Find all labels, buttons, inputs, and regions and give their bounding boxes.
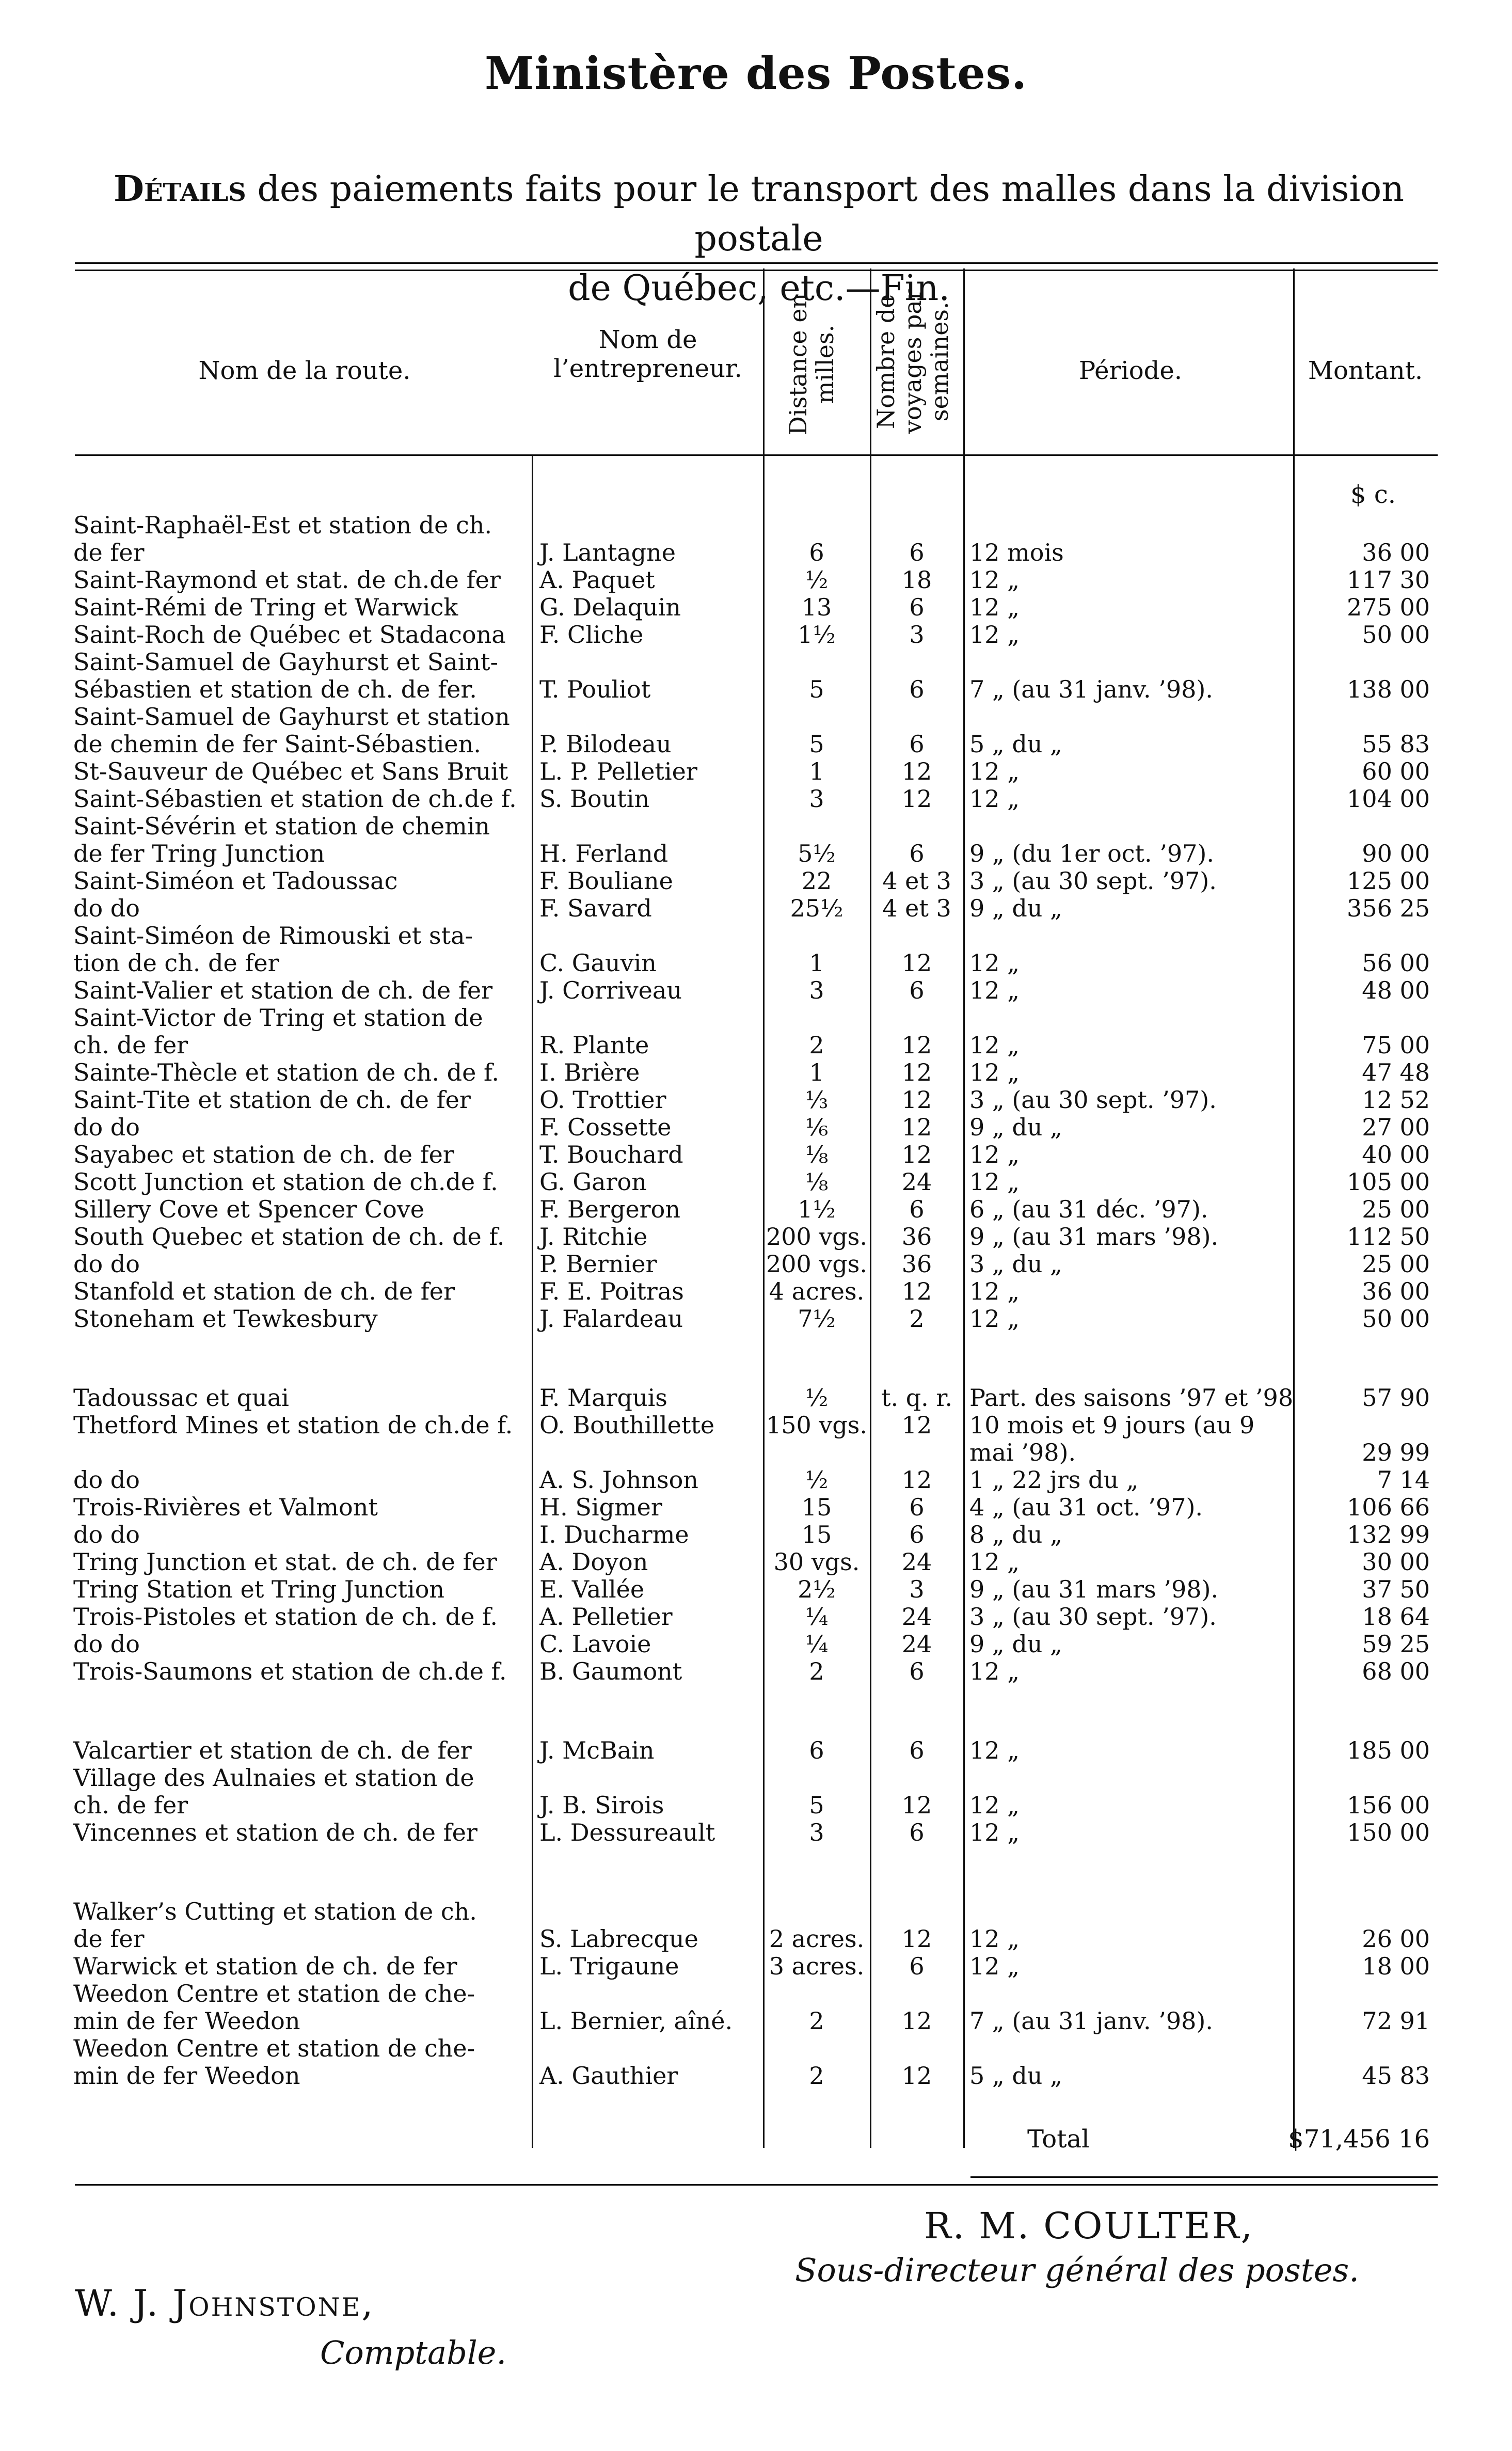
route-name: Saint-Siméon de Rimouski et sta- [73, 922, 473, 950]
amount-cell: 26 00 [1362, 1925, 1430, 1953]
amount-cell: 30 00 [1362, 1548, 1430, 1576]
period-cell: 12 „ [969, 1031, 1020, 1059]
period-cell: 10 mois et 9 jours (au 9 [969, 1411, 1255, 1439]
total-value: $71,456 16 [1288, 2125, 1430, 2154]
distance-cell: 6 [809, 539, 824, 566]
voyages-cell: 12 [901, 1141, 932, 1168]
voyages-cell: 12 [901, 1113, 932, 1141]
route-name: do do [73, 1630, 140, 1658]
subtitle-lead: Détails [113, 168, 246, 210]
distance-cell: 150 vgs. [766, 1411, 868, 1439]
contractor-name: F. Bouliane [539, 867, 673, 895]
col-header-amount: Montant. [1308, 356, 1423, 385]
voyages-cell: 12 [901, 2062, 932, 2090]
col-header-distance: Distance en milles. [784, 293, 839, 435]
route-name: Weedon Centre et station de che- [73, 1980, 475, 2007]
voyages-cell: 6 [909, 675, 925, 703]
amount-cell: 56 00 [1362, 949, 1430, 977]
period-cell: 3 „ (au 30 sept. ’97). [969, 1086, 1217, 1114]
distance-cell: 2 acres. [769, 1925, 865, 1953]
accountant-name [75, 2282, 375, 2325]
period-cell: 12 „ [969, 1736, 1020, 1764]
contractor-name: H. Ferland [539, 840, 669, 867]
voyages-cell: 12 [901, 785, 932, 813]
voyages-cell: 6 [909, 1657, 925, 1685]
contractor-name: L. Trigaune [539, 1952, 679, 1980]
contractor-name: H. Sigmer [539, 1493, 662, 1521]
amount-cell: 18 00 [1362, 1952, 1430, 1980]
contractor-name: C. Lavoie [539, 1630, 651, 1658]
period-cell: 12 „ [969, 1141, 1020, 1168]
amount-cell: 132 99 [1347, 1521, 1430, 1548]
amount-cell: 150 00 [1347, 1819, 1430, 1846]
route-name: Tring Station et Tring Junction [73, 1575, 445, 1603]
period-cell: 7 „ (au 31 janv. ’98). [969, 675, 1213, 703]
route-name: Saint-Samuel de Gayhurst et station [73, 703, 510, 731]
header-rule-top [75, 262, 1438, 264]
route-name: Warwick et station de ch. de fer [73, 1952, 457, 1980]
period-cell: 4 „ (au 31 oct. ’97). [969, 1493, 1203, 1521]
contractor-name: F. Cossette [539, 1113, 672, 1141]
route-name: Saint-Samuel de Gayhurst et Saint- [73, 648, 499, 676]
period-cell: 3 „ (au 30 sept. ’97). [969, 867, 1217, 895]
contractor-name: P. Bernier [539, 1250, 657, 1278]
amount-cell: 29 99 [1362, 1438, 1430, 1466]
period-cell: 12 „ [969, 1925, 1020, 1953]
voyages-cell: 4 et 3 [882, 867, 951, 895]
amount-cell: 68 00 [1362, 1657, 1430, 1685]
col-header-route: Nom de la route. [198, 356, 411, 385]
col-divider-2 [763, 268, 765, 2148]
period-cell: 12 „ [969, 785, 1020, 813]
distance-cell: 22 [801, 867, 832, 895]
voyages-cell: 6 [909, 1736, 925, 1764]
distance-cell: 3 [809, 976, 824, 1004]
contractor-name: A. S. Johnson [539, 1466, 698, 1494]
amount-cell: 47 48 [1362, 1058, 1430, 1086]
voyages-cell: 24 [901, 1603, 932, 1631]
contractor-name: A. Paquet [539, 566, 655, 594]
voyages-cell: 6 [909, 1521, 925, 1548]
route-name: Saint-Siméon et Tadoussac [73, 867, 398, 895]
route-name: Stoneham et Tewkesbury [73, 1305, 378, 1333]
route-name: Trois-Saumons et station de ch.de f. [73, 1657, 507, 1685]
total-label: Total [1027, 2125, 1090, 2154]
route-name: do do [73, 894, 140, 922]
route-name-cont: de fer [73, 1925, 145, 1953]
subtitle-rest: des paiements faits pour le transport des malles dans la division postale [257, 169, 1404, 259]
contractor-name: G. Delaquin [539, 593, 681, 621]
distance-cell: ½ [805, 1384, 829, 1412]
route-name: Saint-Raymond et stat. de ch.de fer [73, 566, 501, 594]
amount-cell: 275 00 [1347, 593, 1430, 621]
voyages-cell: 6 [909, 840, 925, 867]
contractor-name: O. Bouthillette [539, 1411, 715, 1439]
accountant-initials: W. J. [75, 2282, 160, 2325]
route-name: Saint-Raphaël-Est et station de ch. [73, 511, 492, 539]
voyages-cell: 6 [909, 1195, 925, 1223]
amount-cell: 156 00 [1347, 1791, 1430, 1819]
col-divider-5 [1293, 268, 1295, 2148]
contractor-name: F. Cliche [539, 621, 644, 649]
col-divider-4 [963, 268, 965, 2148]
contractor-name: F. Marquis [539, 1384, 667, 1412]
distance-cell: 5 [809, 1791, 824, 1819]
voyages-cell: 12 [901, 1031, 932, 1059]
voyages-cell: 6 [909, 1819, 925, 1846]
amount-cell: 36 00 [1362, 1277, 1430, 1305]
contractor-name: J. Lantagne [539, 539, 676, 566]
contractor-name: A. Gauthier [539, 2062, 678, 2090]
contractor-name: I. Brière [539, 1058, 640, 1086]
period-cell: 12 mois [969, 539, 1064, 566]
amount-cell: 185 00 [1347, 1736, 1430, 1764]
route-name: Scott Junction et station de ch.de f. [73, 1168, 498, 1196]
amount-cell: 7 14 [1377, 1466, 1430, 1494]
contractor-name: B. Gaumont [539, 1657, 682, 1685]
contractor-name: J. Ritchie [539, 1223, 648, 1251]
amount-cell: 45 83 [1362, 2062, 1430, 2090]
distance-cell: 4 acres. [769, 1277, 865, 1305]
amount-cell: 356 25 [1347, 894, 1430, 922]
period-cell: 12 „ [969, 1305, 1020, 1333]
route-name: South Quebec et station de ch. de f. [73, 1223, 505, 1251]
route-name: Saint-Sébastien et station de ch.de f. [73, 785, 517, 813]
distance-cell: 2 [809, 1657, 824, 1685]
route-name-cont: min de fer Weedon [73, 2062, 300, 2090]
voyages-cell: 24 [901, 1630, 932, 1658]
voyages-cell: 12 [901, 949, 932, 977]
route-name: Tadoussac et quai [73, 1384, 289, 1412]
period-cell: 9 „ du „ [969, 1630, 1062, 1658]
distance-cell: 1½ [798, 1195, 836, 1223]
contractor-name: E. Vallée [539, 1575, 645, 1603]
contractor-name: I. Ducharme [539, 1521, 689, 1548]
distance-cell: ¼ [805, 1630, 829, 1658]
distance-cell: 1 [809, 1058, 824, 1086]
route-name: Stanfold et station de ch. de fer [73, 1277, 455, 1305]
contractor-name: S. Boutin [539, 785, 650, 813]
amount-cell: 106 66 [1347, 1493, 1430, 1521]
voyages-cell: 2 [909, 1305, 925, 1333]
period-cell: 3 „ du „ [969, 1250, 1062, 1278]
distance-cell: 200 vgs. [766, 1250, 868, 1278]
route-name: Vincennes et station de ch. de fer [73, 1819, 478, 1846]
period-cell: 3 „ (au 30 sept. ’97). [969, 1603, 1217, 1631]
period-cell: mai ’98). [969, 1438, 1076, 1466]
route-name: Sayabec et station de ch. de fer [73, 1141, 454, 1168]
distance-cell: 25½ [790, 894, 843, 922]
amount-cell: 50 00 [1362, 1305, 1430, 1333]
amount-cell: 50 00 [1362, 621, 1430, 649]
period-cell: 5 „ du „ [969, 2062, 1062, 2090]
contractor-name: A. Doyon [539, 1548, 648, 1576]
route-name: do do [73, 1113, 140, 1141]
distance-cell: ⅛ [805, 1168, 829, 1196]
period-cell: 12 „ [969, 1952, 1020, 1980]
period-cell: 5 „ du „ [969, 730, 1062, 758]
voyages-cell: 3 [909, 621, 925, 649]
voyages-cell: 3 [909, 1575, 925, 1603]
col-header-voyages: Nombre de voyages par semaines. [872, 289, 953, 434]
amount-cell: 48 00 [1362, 976, 1430, 1004]
distance-cell: 15 [801, 1521, 832, 1548]
distance-cell: 3 [809, 1819, 824, 1846]
distance-cell: 30 vgs. [773, 1548, 860, 1576]
distance-cell: ½ [805, 1466, 829, 1494]
voyages-cell: 12 [901, 1925, 932, 1953]
accountant-title: Comptable. [320, 2334, 507, 2371]
voyages-cell: t. q. r. [881, 1384, 952, 1412]
col-header-contractor: Nom de l’entrepreneur. [553, 325, 742, 383]
distance-cell: 2½ [798, 1575, 836, 1603]
footer-rule [75, 2184, 1438, 2186]
period-cell: Part. des saisons ’97 et ’98 [969, 1384, 1294, 1412]
contractor-name: L. Dessureault [539, 1819, 715, 1846]
route-name-cont: de fer [73, 539, 145, 566]
contractor-name: L. Bernier, aîné. [539, 2007, 733, 2035]
route-name: do do [73, 1521, 140, 1548]
contractor-name: F. Savard [539, 894, 652, 922]
currency-header: $ c. [1350, 480, 1396, 509]
period-cell: 7 „ (au 31 janv. ’98). [969, 2007, 1213, 2035]
route-name: St-Sauveur de Québec et Sans Bruit [73, 757, 508, 785]
period-cell: 12 „ [969, 1657, 1020, 1685]
contractor-name: J. McBain [539, 1736, 655, 1764]
period-cell: 12 „ [969, 566, 1020, 594]
voyages-cell: 6 [909, 1952, 925, 1980]
distance-cell: ⅛ [805, 1141, 829, 1168]
voyages-cell: 12 [901, 2007, 932, 2035]
route-name: Sillery Cove et Spencer Cove [73, 1195, 425, 1223]
voyages-cell: 24 [901, 1548, 932, 1576]
voyages-cell: 6 [909, 730, 925, 758]
voyages-cell: 6 [909, 539, 925, 566]
director-name: R. M. COULTER, [924, 2205, 1254, 2247]
col-divider-1 [532, 454, 533, 2148]
voyages-cell: 36 [901, 1250, 932, 1278]
amount-cell: 90 00 [1362, 840, 1430, 867]
amount-cell: 25 00 [1362, 1250, 1430, 1278]
voyages-cell: 18 [901, 566, 932, 594]
contractor-name: F. Bergeron [539, 1195, 680, 1223]
amount-cell: 37 50 [1362, 1575, 1430, 1603]
route-name: Trois-Rivières et Valmont [73, 1493, 378, 1521]
distance-cell: 2 [809, 2007, 824, 2035]
page-title: Ministère des Postes. [484, 48, 1028, 100]
subtitle-line2: de Québec, etc.—Fin. [568, 268, 950, 309]
distance-cell: 7½ [798, 1305, 836, 1333]
voyages-cell: 12 [901, 1277, 932, 1305]
period-cell: 12 „ [969, 1058, 1020, 1086]
contractor-name: O. Trottier [539, 1086, 666, 1114]
distance-cell: 2 [809, 2062, 824, 2090]
route-name: Weedon Centre et station de che- [73, 2034, 475, 2062]
distance-cell: 5½ [798, 840, 836, 867]
period-cell: 12 „ [969, 1277, 1020, 1305]
route-name: Trois-Pistoles et station de ch. de f. [73, 1603, 498, 1631]
distance-cell: 3 [809, 785, 824, 813]
distance-cell: 1 [809, 757, 824, 785]
amount-cell: 18 64 [1362, 1603, 1430, 1631]
contractor-name: R. Plante [539, 1031, 649, 1059]
voyages-cell: 24 [901, 1168, 932, 1196]
contractor-name: C. Gauvin [539, 949, 657, 977]
director-title: Sous-directeur général des postes. [795, 2251, 1359, 2289]
route-name: Saint-Tite et station de ch. de fer [73, 1086, 471, 1114]
distance-cell: 13 [801, 593, 832, 621]
voyages-cell: 12 [901, 1411, 932, 1439]
route-name: Saint-Valier et station de ch. de fer [73, 976, 493, 1004]
route-name-cont: de chemin de fer Saint-Sébastien. [73, 730, 481, 758]
route-name: Tring Junction et stat. de ch. de fer [73, 1548, 497, 1576]
period-cell: 12 „ [969, 1819, 1020, 1846]
voyages-cell: 4 et 3 [882, 894, 951, 922]
amount-cell: 117 30 [1347, 566, 1430, 594]
distance-cell: ⅙ [805, 1113, 829, 1141]
route-name: Sainte-Thècle et station de ch. de f. [73, 1058, 499, 1086]
contractor-name: F. E. Poitras [539, 1277, 684, 1305]
route-name-cont: de fer Tring Junction [73, 840, 325, 867]
amount-cell: 138 00 [1347, 675, 1430, 703]
voyages-cell: 12 [901, 1086, 932, 1114]
distance-cell: 5 [809, 675, 824, 703]
voyages-cell: 6 [909, 1493, 925, 1521]
header-rule-bottom [75, 454, 1438, 456]
period-cell: 9 „ (au 31 mars ’98). [969, 1223, 1219, 1251]
contractor-name: J. Falardeau [539, 1305, 683, 1333]
route-name: Thetford Mines et station de ch.de f. [73, 1411, 513, 1439]
amount-cell: 125 00 [1347, 867, 1430, 895]
amount-cell: 104 00 [1347, 785, 1430, 813]
header-rule-top-2 [75, 270, 1438, 271]
accountant-surname: Johnstone, [172, 2282, 375, 2325]
page-subtitle [62, 164, 1456, 313]
contractor-name: T. Bouchard [539, 1141, 683, 1168]
period-cell: 12 „ [969, 1548, 1020, 1576]
period-cell: 1 „ 22 jrs du „ [969, 1466, 1139, 1494]
period-cell: 9 „ du „ [969, 1113, 1062, 1141]
period-cell: 12 „ [969, 621, 1020, 649]
amount-cell: 72 91 [1362, 2007, 1430, 2035]
period-cell: 9 „ du „ [969, 894, 1062, 922]
amount-cell: 12 52 [1362, 1086, 1430, 1114]
voyages-cell: 12 [901, 1466, 932, 1494]
contractor-name: J. Corriveau [539, 976, 682, 1004]
amount-cell: 27 00 [1362, 1113, 1430, 1141]
amount-cell: 57 90 [1362, 1384, 1430, 1412]
distance-cell: 5 [809, 730, 824, 758]
voyages-cell: 6 [909, 976, 925, 1004]
period-cell: 12 „ [969, 1791, 1020, 1819]
period-cell: 8 „ du „ [969, 1521, 1062, 1548]
distance-cell: 200 vgs. [766, 1223, 868, 1251]
period-cell: 12 „ [969, 757, 1020, 785]
amount-cell: 40 00 [1362, 1141, 1430, 1168]
contractor-name: J. B. Sirois [539, 1791, 664, 1819]
period-cell: 12 „ [969, 976, 1020, 1004]
distance-cell: ¼ [805, 1603, 829, 1631]
amount-cell: 59 25 [1362, 1630, 1430, 1658]
period-cell: 12 „ [969, 1168, 1020, 1196]
route-name-cont: ch. de fer [73, 1031, 188, 1059]
distance-cell: 1½ [798, 621, 836, 649]
amount-cell: 105 00 [1347, 1168, 1430, 1196]
route-name-cont: Sébastien et station de ch. de fer. [73, 675, 477, 703]
contractor-name: A. Pelletier [539, 1603, 673, 1631]
voyages-cell: 12 [901, 1058, 932, 1086]
distance-cell: ⅓ [805, 1086, 829, 1114]
route-name: Saint-Victor de Tring et station de [73, 1004, 483, 1032]
amount-cell: 75 00 [1362, 1031, 1430, 1059]
distance-cell: 3 acres. [769, 1952, 865, 1980]
voyages-cell: 6 [909, 593, 925, 621]
voyages-cell: 12 [901, 1791, 932, 1819]
distance-cell: ½ [805, 566, 829, 594]
voyages-cell: 12 [901, 757, 932, 785]
amount-cell: 112 50 [1347, 1223, 1430, 1251]
period-cell: 6 „ (au 31 déc. ’97). [969, 1195, 1208, 1223]
distance-cell: 2 [809, 1031, 824, 1059]
period-cell: 9 „ (au 31 mars ’98). [969, 1575, 1219, 1603]
distance-cell: 15 [801, 1493, 832, 1521]
contractor-name: S. Labrecque [539, 1925, 698, 1953]
distance-cell: 6 [809, 1736, 824, 1764]
amount-cell: 36 00 [1362, 539, 1430, 566]
contractor-name: P. Bilodeau [539, 730, 672, 758]
contractor-name: T. Pouliot [539, 675, 651, 703]
route-name: Valcartier et station de ch. de fer [73, 1736, 472, 1764]
distance-cell: 1 [809, 949, 824, 977]
route-name: Saint-Roch de Québec et Stadacona [73, 621, 506, 649]
route-name: Saint-Rémi de Tring et Warwick [73, 593, 458, 621]
route-name-cont: ch. de fer [73, 1791, 188, 1819]
route-name-cont: tion de ch. de fer [73, 949, 279, 977]
col-header-period: Période. [1078, 356, 1183, 385]
amount-cell: 60 00 [1362, 757, 1430, 785]
voyages-cell: 36 [901, 1223, 932, 1251]
amount-cell: 55 83 [1362, 730, 1430, 758]
route-name: do do [73, 1250, 140, 1278]
route-name-cont: min de fer Weedon [73, 2007, 300, 2035]
total-rule-top [970, 2176, 1438, 2178]
route-name: Village des Aulnaies et station de [73, 1764, 474, 1792]
contractor-name: G. Garon [539, 1168, 647, 1196]
period-cell: 12 „ [969, 949, 1020, 977]
route-name: Walker’s Cutting et station de ch. [73, 1897, 477, 1925]
route-name: Saint-Sévérin et station de chemin [73, 812, 490, 840]
amount-cell: 25 00 [1362, 1195, 1430, 1223]
period-cell: 12 „ [969, 593, 1020, 621]
contractor-name: L. P. Pelletier [539, 757, 697, 785]
period-cell: 9 „ (du 1er oct. ’97). [969, 840, 1214, 867]
route-name: do do [73, 1466, 140, 1494]
